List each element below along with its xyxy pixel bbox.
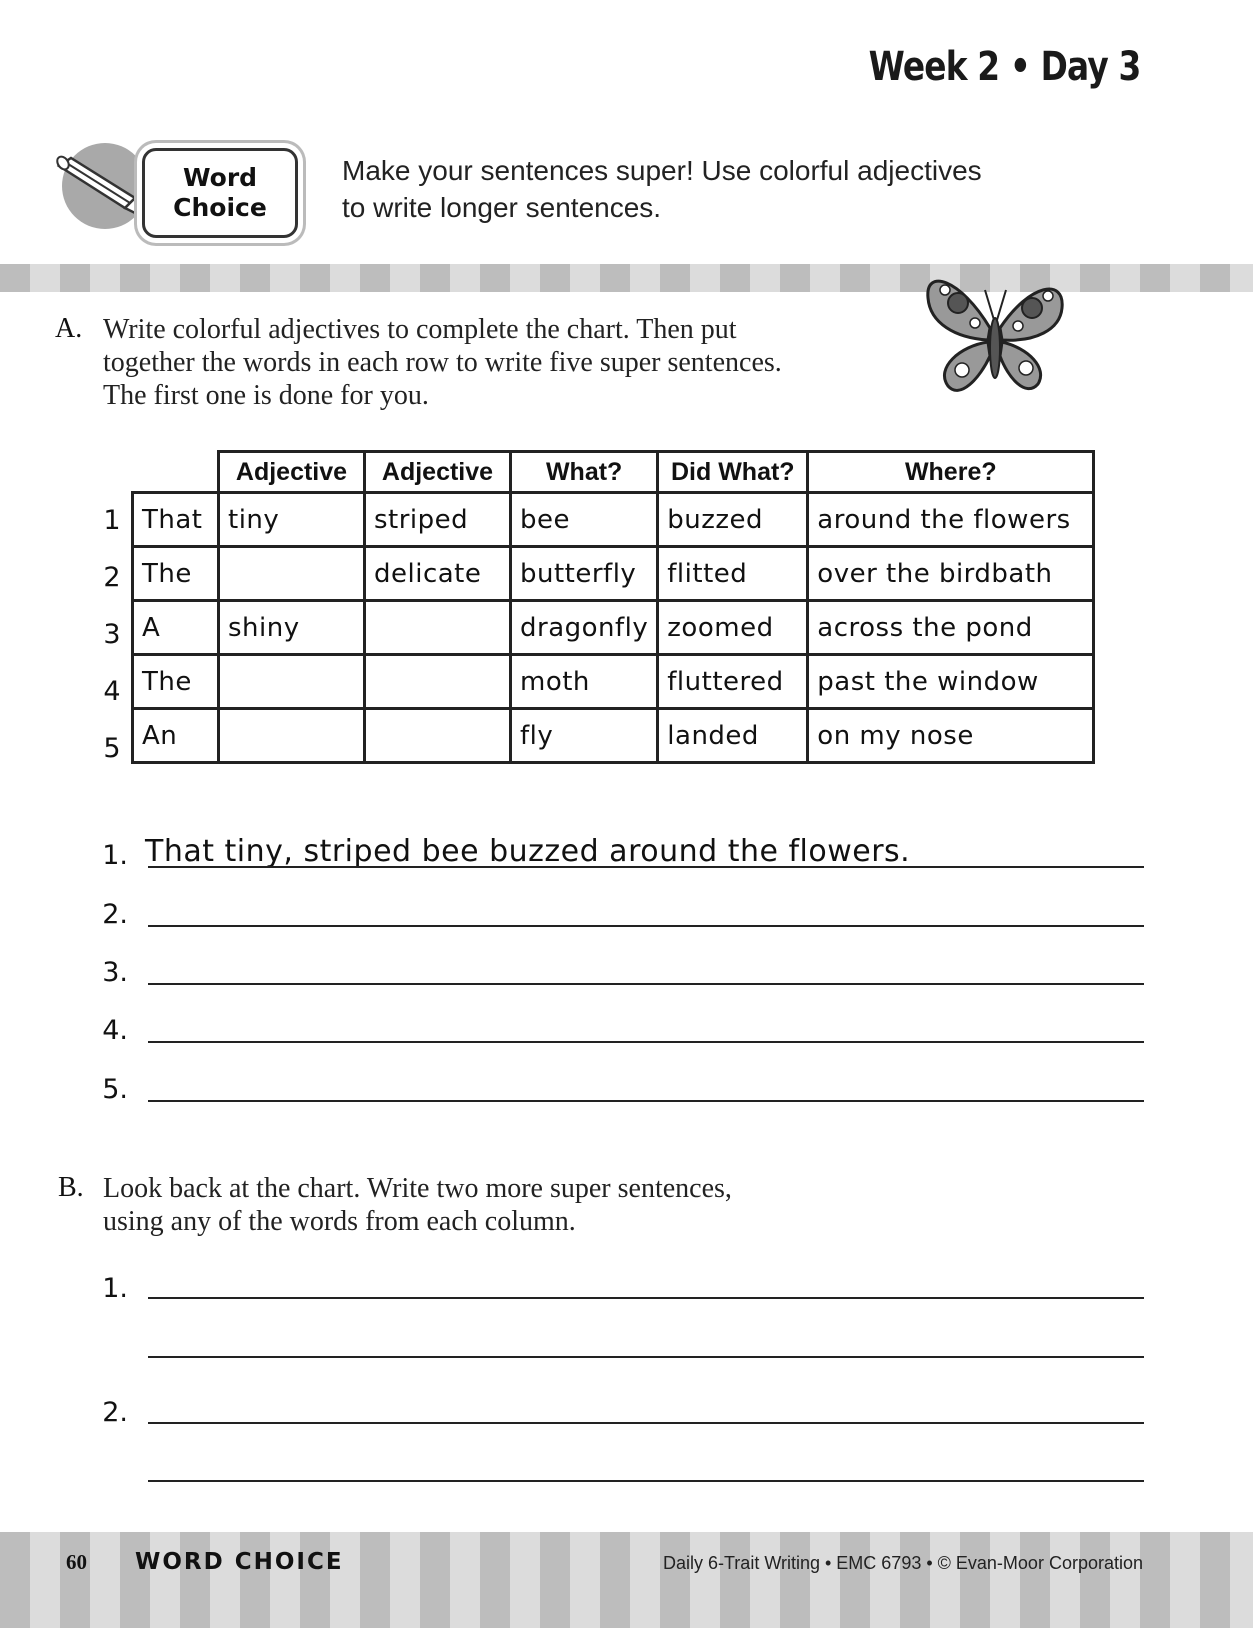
chart-cell: The <box>133 547 219 601</box>
part-a-instructions <box>103 313 923 412</box>
intro-line-2: to write longer sentences. <box>342 192 662 223</box>
writing-line[interactable] <box>148 1041 1144 1043</box>
row-number: 2 <box>103 562 121 593</box>
part-a-line-1: Write colorful adjectives to complete the chart. Then put <box>103 314 737 345</box>
sentence-number: 5. <box>102 1074 128 1105</box>
chart-cell-blank[interactable] <box>365 655 511 709</box>
part-b-instructions <box>103 1172 923 1238</box>
footer-section-name: WORD CHOICE <box>135 1549 344 1575</box>
part-a-letter: A. <box>55 313 83 344</box>
chart-cell: fluttered <box>658 655 808 709</box>
writing-line[interactable] <box>148 1480 1144 1482</box>
word-choice-badge <box>142 148 298 238</box>
chart-cell: tiny <box>219 493 365 547</box>
table-row <box>133 601 1094 655</box>
row-number: 5 <box>103 733 121 764</box>
table-row <box>133 655 1094 709</box>
chart-cell-blank[interactable] <box>219 709 365 763</box>
table-row <box>133 709 1094 763</box>
chart-cell: moth <box>511 655 658 709</box>
example-sentence: That tiny, striped bee buzzed around the flowers. <box>145 834 911 869</box>
part-b-line-1: Look back at the chart. Write two more super sentences, <box>103 1173 732 1204</box>
chart-cell: on my nose <box>808 709 1094 763</box>
chart-cell-blank[interactable] <box>219 547 365 601</box>
chart-cell: flitted <box>658 547 808 601</box>
writing-line[interactable] <box>148 1100 1144 1102</box>
row-number: 4 <box>103 676 121 707</box>
badge-line-1: Word <box>182 163 258 192</box>
chart-header-blank <box>133 452 219 493</box>
part-a-line-2: together the words in each row to write five super sentences. <box>103 347 782 378</box>
part-b-line-2: using any of the words from each column. <box>103 1206 576 1237</box>
chart-header: Adjective <box>365 452 511 493</box>
footer-stripe <box>0 1532 1253 1628</box>
chart-header: What? <box>511 452 658 493</box>
footer-credit: Daily 6-Trait Writing • EMC 6793 • © Evan-Moor Corporation <box>662 1553 1143 1573</box>
chart-cell: delicate <box>365 547 511 601</box>
writing-line[interactable] <box>148 1422 1144 1424</box>
sentence-number: 3. <box>102 957 128 988</box>
writing-line[interactable] <box>148 1356 1144 1358</box>
chart-cell: zoomed <box>658 601 808 655</box>
chart-cell: around the flowers <box>808 493 1094 547</box>
adjective-chart <box>131 450 1095 764</box>
sentence-number: 1. <box>102 840 128 871</box>
chart-cell: fly <box>511 709 658 763</box>
chart-cell-blank[interactable] <box>219 655 365 709</box>
chart-cell: That <box>133 493 219 547</box>
part-a-line-3: The first one is done for you. <box>103 380 429 411</box>
part-b-letter: B. <box>58 1172 84 1203</box>
chart-cell: landed <box>658 709 808 763</box>
chart-cell: across the pond <box>808 601 1094 655</box>
writing-line[interactable] <box>148 983 1144 985</box>
chart-cell-blank[interactable] <box>365 709 511 763</box>
table-row <box>133 493 1094 547</box>
chart-cell: striped <box>365 493 511 547</box>
butterfly-icon <box>920 268 1070 418</box>
chart-cell-blank[interactable] <box>365 601 511 655</box>
chart-cell: An <box>133 709 219 763</box>
badge-line-2: Choice <box>173 193 267 222</box>
row-number: 1 <box>103 505 121 536</box>
chart-cell: butterfly <box>511 547 658 601</box>
chart-cell: over the birdbath <box>808 547 1094 601</box>
chart-header-row <box>133 452 1094 493</box>
chart-header: Where? <box>808 452 1094 493</box>
sentence-number: 1. <box>102 1273 128 1304</box>
chart-header: Adjective <box>219 452 365 493</box>
chart-cell: The <box>133 655 219 709</box>
chart-header: Did What? <box>658 452 808 493</box>
chart-cell: shiny <box>219 601 365 655</box>
sentence-number: 2. <box>102 899 128 930</box>
writing-line[interactable] <box>148 1297 1144 1299</box>
row-number: 3 <box>103 619 121 650</box>
page-title: Week 2 • Day 3 <box>869 44 1141 90</box>
chart-cell: dragonfly <box>511 601 658 655</box>
chart-cell: A <box>133 601 219 655</box>
intro-line-1: Make your sentences super! Use colorful adjectives <box>342 155 982 186</box>
chart-cell: buzzed <box>658 493 808 547</box>
writing-line[interactable] <box>148 866 1144 868</box>
table-row <box>133 547 1094 601</box>
page-number: 60 <box>66 1550 87 1574</box>
sentence-number: 2. <box>102 1397 128 1428</box>
intro-text <box>342 152 1162 226</box>
chart-cell: past the window <box>808 655 1094 709</box>
writing-line[interactable] <box>148 925 1144 927</box>
sentence-number: 4. <box>102 1015 128 1046</box>
chart-cell: bee <box>511 493 658 547</box>
